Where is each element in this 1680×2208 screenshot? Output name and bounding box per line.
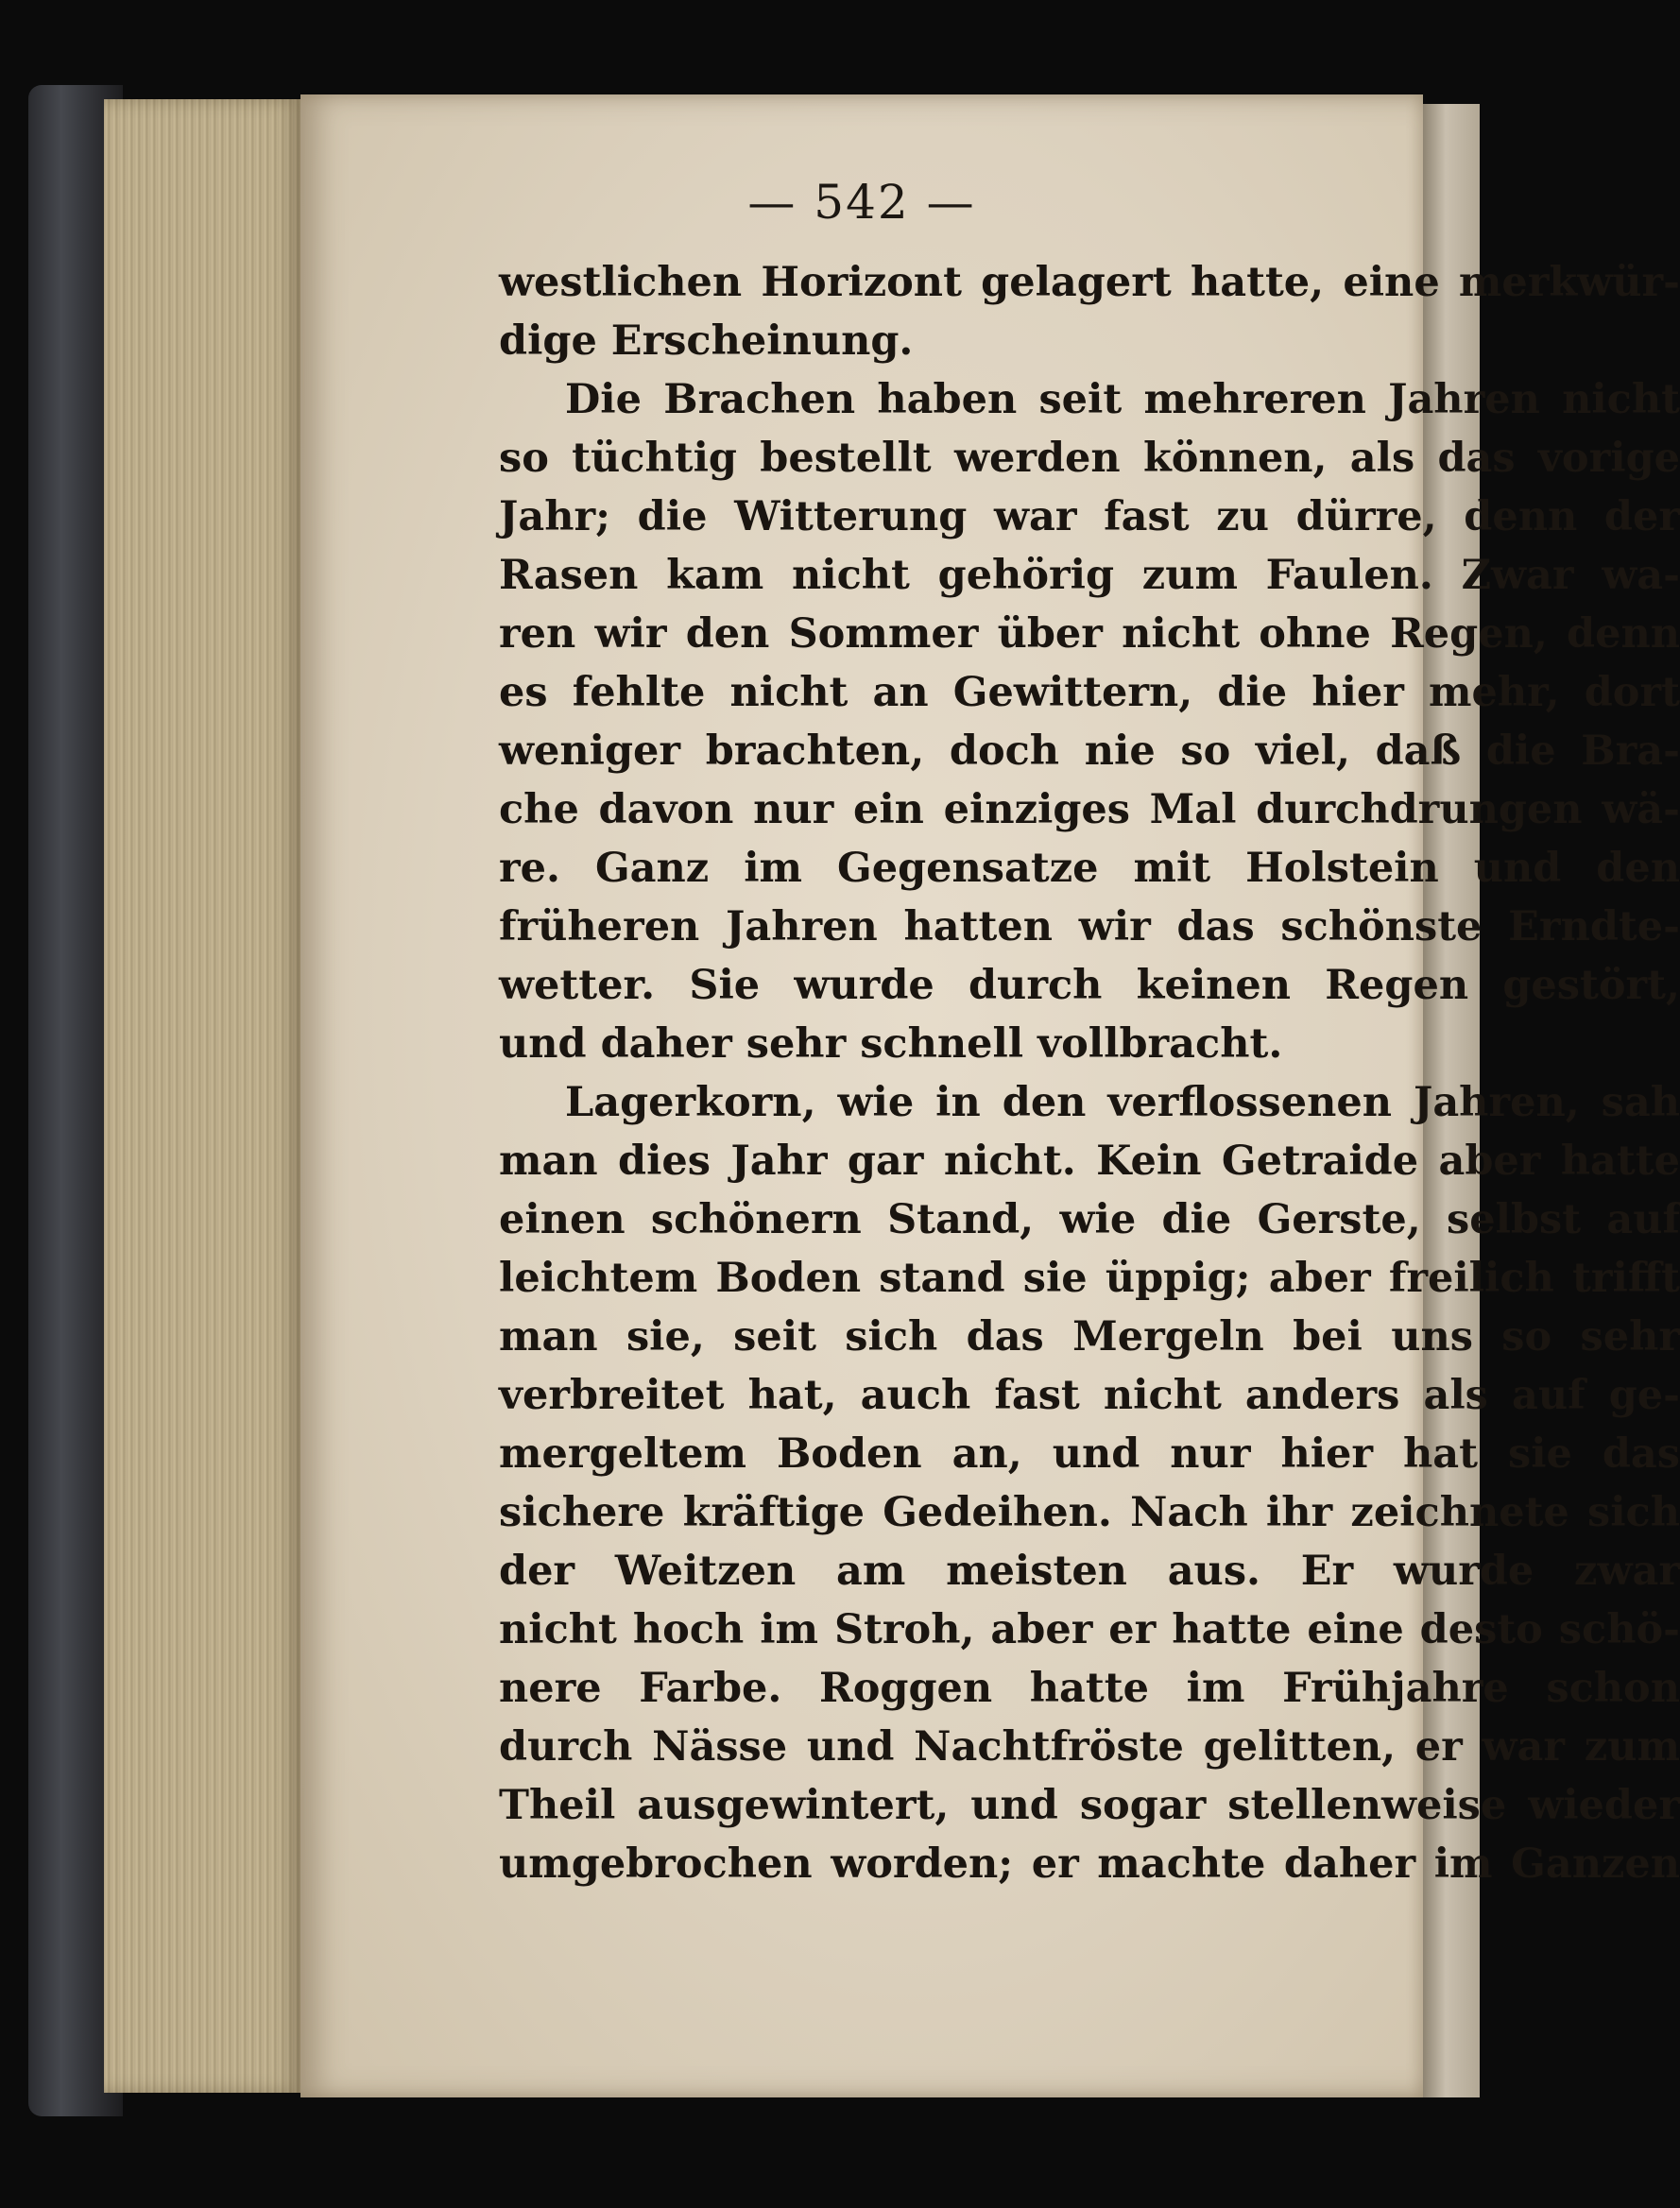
text-line: Rasen kam nicht gehörig zum Faulen. Zwar wa-: [499, 552, 1680, 599]
text-line: re. Ganz im Gegensatze mit Holstein und den: [499, 845, 1680, 892]
book-page: [300, 94, 1680, 2097]
text-line: wetter. Sie wurde durch keinen Regen gestört,: [499, 962, 1680, 1009]
text-line: leichtem Boden stand sie üppig; aber freilich trifft: [499, 1255, 1680, 1302]
text-line: so tüchtig bestellt werden können, als das vorige: [499, 435, 1680, 482]
text-line: einen schönern Stand, wie die Gerste, selbst auf: [499, 1196, 1680, 1243]
text-line: Theil ausgewintert, und sogar stellenweise wieder: [499, 1782, 1680, 1829]
page-edges: [104, 99, 302, 2093]
text-line: früheren Jahren hatten wir das schönste Erndte-: [499, 903, 1680, 950]
text-line: dige Erscheinung.: [499, 317, 914, 365]
text-line: Jahr; die Witterung war fast zu dürre, denn der: [499, 493, 1680, 540]
text-line: man sie, seit sich das Mergeln bei uns so sehr: [499, 1313, 1680, 1361]
text-line: man dies Jahr gar nicht. Kein Getraide aber hatte: [499, 1138, 1680, 1185]
text-line: durch Nässe und Nachtfröste gelitten, er war zum: [499, 1723, 1680, 1771]
text-line: und daher sehr schnell vollbracht.: [499, 1020, 1283, 1068]
text-line: nere Farbe. Roggen hatte im Frühjahre schon: [499, 1665, 1680, 1712]
text-line: weniger brachten, doch nie so viel, daß die Bra-: [499, 727, 1680, 775]
text-line: der Weitzen am meisten aus. Er wurde zwar: [499, 1548, 1680, 1595]
text-line: Lagerkorn, wie in den verflossenen Jahren, sah: [565, 1079, 1680, 1126]
text-line: ren wir den Sommer über nicht ohne Regen, denn: [499, 610, 1680, 658]
text-line: Die Brachen haben seit mehreren Jahren nicht: [565, 376, 1680, 423]
text-line: sichere kräftige Gedeihen. Nach ihr zeichnete sich: [499, 1489, 1680, 1536]
page-text: [499, 253, 1680, 1893]
text-line: che davon nur ein einziges Mal durchdrungen wä-: [499, 786, 1680, 833]
page-number: — 542 —: [747, 175, 976, 230]
text-line: westlichen Horizont gelagert hatte, eine merkwür-: [499, 259, 1680, 306]
text-line: verbreitet hat, auch fast nicht anders als auf ge-: [499, 1372, 1680, 1419]
text-line: es fehlte nicht an Gewittern, die hier mehr, dort: [499, 669, 1680, 716]
text-line: nicht hoch im Stroh, aber er hatte eine desto schö-: [499, 1606, 1680, 1653]
text-line: umgebrochen worden; er machte daher im Ganzen: [499, 1840, 1680, 1888]
text-line: mergeltem Boden an, und nur hier hat sie das: [499, 1430, 1680, 1478]
